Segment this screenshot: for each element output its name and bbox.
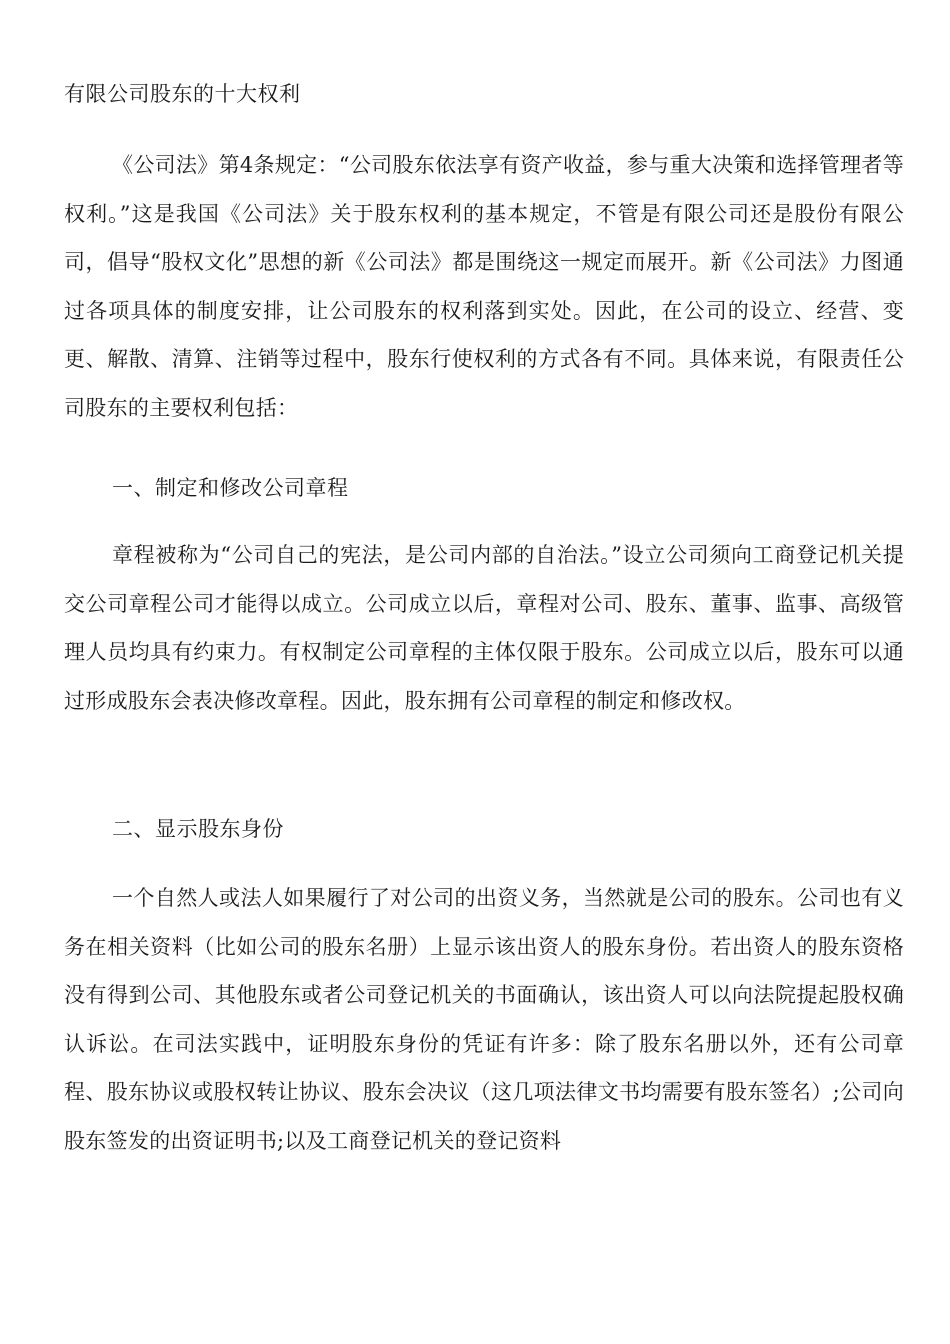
section-heading-2: 二、显示股东身份: [112, 817, 284, 841]
document-title: 有限公司股东的十大权利: [64, 82, 301, 106]
intro-paragraph: 《公司法》第4条规定：“公司股东依法享有资产收益，参与重大决策和选择管理者等权利。”这是我国《公司法》关于股东权利的基本规定，不管是有限公司还是股份有限公司，倡导“股权文化”思想的新《公司法》都是围绕这一规定而展开。新《公司法》力图通过各项具体的制度安排，让公司股东的权利落到实处。因此，在公司的设立、经营、变更、解散、清算、注销等过程中，股东行使权利的方式各有不同。具体来说，有限责任公司股东的主要权利包括：: [64, 153, 904, 420]
section-body-1: 章程被称为“公司自己的宪法，是公司内部的自治法。”设立公司须向工商登记机关提交公司章程公司才能得以成立。公司成立以后，章程对公司、股东、董事、监事、高级管理人员均具有约束力。有权制定公司章程的主体仅限于股东。公司成立以后，股东可以通过形成股东会表决修改章程。因此，股东拥有公司章程的制定和修改权。: [64, 543, 904, 713]
section-body-2: 一个自然人或法人如果履行了对公司的出资义务，当然就是公司的股东。公司也有义务在相关资料（比如公司的股东名册）上显示该出资人的股东身份。若出资人的股东资格没有得到公司、其他股东或者公司登记机关的书面确认，该出资人可以向法院提起股权确认诉讼。在司法实践中，证明股东身份的凭证有许多：除了股东名册以外，还有公司章程、股东协议或股权转让协议、股东会决议（这几项法律文书均需要有股东签名）;公司向股东签发的出资证明书;以及工商登记机关的登记资料: [64, 886, 904, 1153]
section-heading-1: 一、制定和修改公司章程: [112, 476, 349, 500]
